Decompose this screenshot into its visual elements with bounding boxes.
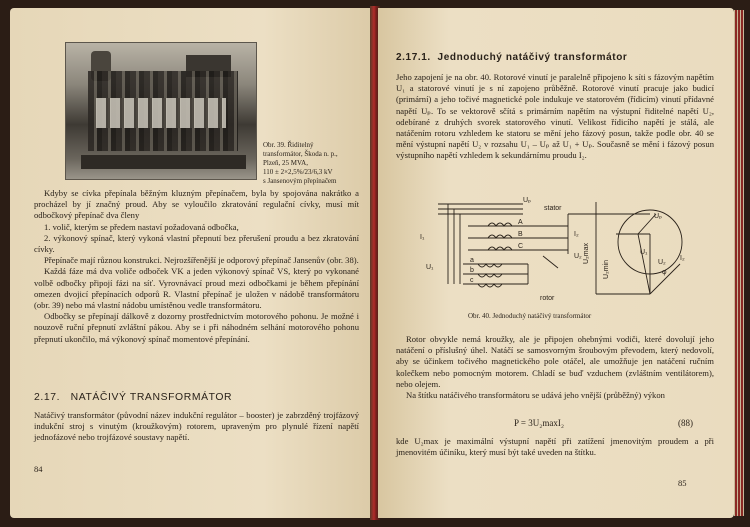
paragraph: kde U₂max je maximální výstupní napětí při zatížení jmenovitým proudem a při jmenovitém účiníku, který musí být také uveden na štítku. bbox=[396, 436, 714, 458]
figure-40-caption: Obr. 40. Jednoduchý natáčivý transformátor bbox=[468, 312, 592, 320]
svg-text:I₁: I₁ bbox=[420, 234, 425, 241]
figure-39-caption: Obr. 39. Řiditelný transformátor, Škoda n. p., Plzeň, 25 MVA, 110 ± 2×2,5%/23/6,3 kV s Jansenovým přepínačem bbox=[263, 141, 338, 185]
svg-text:C: C bbox=[518, 243, 524, 250]
paragraph: Natáčivý transformátor (původní název indukční regulátor – booster) je zabrzděný trojfázový indukční stroj s vinutým (kroužkovým) rotorem, upraveným pro plynulé řízení napětí jednofázové nebo trojfázové soustavy napětí. bbox=[34, 410, 359, 443]
svg-text:U₂min: U₂min bbox=[603, 259, 610, 279]
svg-text:rotor: rotor bbox=[540, 295, 555, 302]
paragraph: Odbočky se přepínají dálkově z dozorny prostřednictvím motorového pohonu. Je možné i nouzově ruční přepnutí zvláštní pákou. Aby se i při náhodném selhání motorového pohonu přepnutí ukončilo, má výkonový spínač momentové přepínání. bbox=[34, 311, 359, 344]
svg-text:φ: φ bbox=[662, 269, 667, 276]
svg-text:I₂: I₂ bbox=[680, 255, 685, 262]
svg-text:Uₚ: Uₚ bbox=[654, 213, 663, 220]
right-page bbox=[378, 8, 734, 518]
svg-text:U₂: U₂ bbox=[574, 253, 582, 260]
list-item: 2. výkonový spínač, který vykoná vlastní přepnutí bez přerušení proudu a bez zkratování cívky. bbox=[34, 232, 359, 255]
svg-text:U₂: U₂ bbox=[658, 259, 666, 266]
svg-text:I₂: I₂ bbox=[574, 231, 579, 238]
svg-text:c: c bbox=[470, 277, 474, 284]
paragraph: Jeho zapojení je na obr. 40. Rotorové vinutí je paralelně připojeno k síti s fázovým napětím U₁ a statorové vinutí je s ní zapojeno průběžně. Rotorové vinutí pracuje jako budicí (primární) a jeho točivé magnetické pole indukuje ve statorovém (řídicím) vinutí přídavné napětí Uₚ. To se vektorově sčítá s primárním napětím na výstupní řiditelné napětí U₂, odebírané z druhých svorek statorového vinutí. Velikost řídicího napětí je stálá, ale natáčením rotoru vzhledem ke statoru se mění jeho fázový posun, takže podle obr. 40 se mění výstupní napětí U₂ v rozsahu U₁ – Uₚ až U₁ + Uₚ. Současně se mění i fázový posun výstupního napětí vzhledem k sekundárnímu proudu I₂. bbox=[396, 72, 714, 161]
left-page bbox=[10, 8, 372, 518]
transformer-photo bbox=[65, 42, 257, 180]
section-heading-2-17: 2.17. NATÁČIVÝ TRANSFORMÁTOR bbox=[34, 392, 233, 403]
paragraph: Kdyby se cívka přepínala běžným kluzným přepínačem, byla by spojována nakrátko a procházel by jí značný proud. Aby se vyloučilo zkratování regulační cívky, musí mít odbočkový přepínač dva členy bbox=[34, 188, 359, 221]
svg-text:U₁: U₁ bbox=[640, 249, 648, 256]
equation: P = 3U₂maxI₂ bbox=[514, 418, 565, 428]
svg-text:stator: stator bbox=[544, 205, 562, 212]
paragraph: Každá fáze má dva voliče odboček VK a jeden výkonový spínač VS, který po vykonané volbě odbočky připojí fázi na síť. Vyrovnávací proud mezi odbočkami je během přepínání omezen dvojicí přepínacích odporů R. Vlastní přepínač je uložen v nádobě transformátoru (obr. 39) nebo má vlastní nádobu umístěnou vedle transformátoru. bbox=[34, 266, 359, 311]
paragraph: Rotor obvykle nemá kroužky, ale je připojen ohebnými vodiči, které dovolují jeho natáčení o příslušný úhel. Natáčí se samosvorným šroubovým převodem, který nedovolí, aby se účinkem točivého magnetického pole otáčel, ale umožňuje jen natáčení ručním kolečkem nebo pomocným motorem. Chladí se buď vzduchem (zvláštním ventilátorem), nebo olejem. Na štítku natáčivého transformátoru se udává jeho vnější (průběžný) výkon bbox=[396, 334, 714, 401]
svg-text:B: B bbox=[518, 231, 523, 238]
svg-text:b: b bbox=[470, 267, 474, 274]
svg-text:Uₚ: Uₚ bbox=[523, 197, 532, 204]
page-number: 84 bbox=[34, 464, 43, 474]
figure-40-circuit-diagram bbox=[418, 194, 708, 304]
page-number: 85 bbox=[678, 478, 687, 488]
left-body-text bbox=[34, 188, 359, 345]
svg-text:A: A bbox=[518, 219, 523, 226]
equation-number: (88) bbox=[678, 418, 693, 428]
svg-text:a: a bbox=[470, 257, 474, 264]
paragraph: Přepínače mají různou konstrukci. Nejrozšířenější je odporový přepínač Jansenův (obr. 38). bbox=[44, 255, 359, 266]
section-heading-2-17-1: 2.17.1. Jednoduchý natáčivý transformátor bbox=[396, 52, 628, 63]
svg-text:U₂max: U₂max bbox=[583, 243, 590, 264]
svg-text:U₁: U₁ bbox=[426, 264, 434, 271]
page-edges bbox=[734, 10, 744, 516]
list-item: 1. volič, kterým se předem nastaví požadovaná odbočka, bbox=[44, 221, 239, 232]
